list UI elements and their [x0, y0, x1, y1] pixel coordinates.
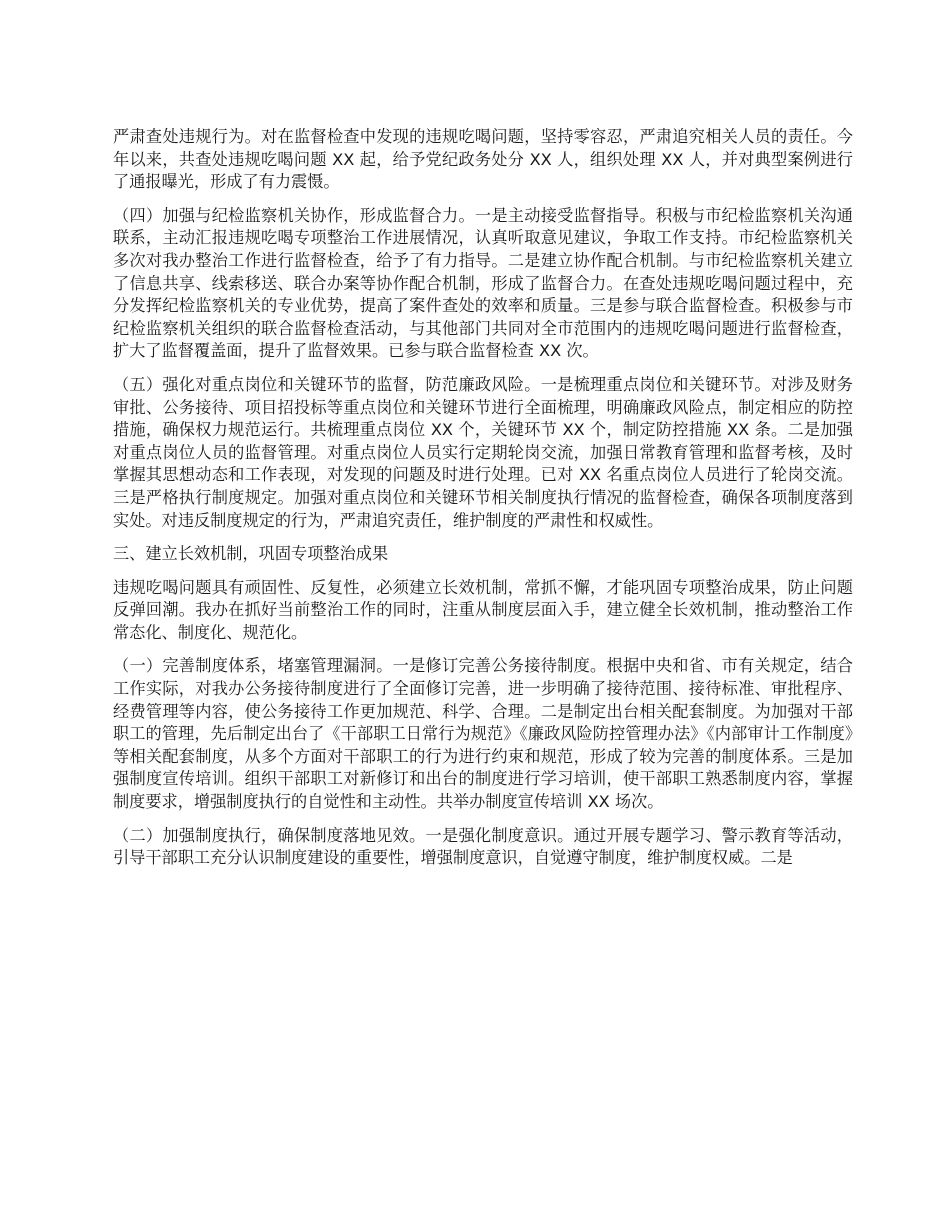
paragraph-section-5-key-posts: （五）强化对重点岗位和关键环节的监督，防范廉政风险。一是梳理重点岗位和关键环节。对涉及财务审批、公务接待、项目招投标等重点岗位和关键环节进行全面梳理，明确廉政风险点，制定相应的防控措施，确保权力规范运行。共梳理重点岗位 XX 个，关键环节 XX 个，制定防控措施 XX 条。二是加强对重点岗位人员的监督管理。对重点岗位人员实行定期轮岗交流，加强日常教育管理和监督考核，及时掌握其思想动态和工作表现，对发现的问题及时进行处理。已对 XX 名重点岗位人员进行了轮岗交流。三是严格执行制度规定。加强对重点岗位和关键环节相关制度执行情况的监督检查，确保各项制度落到实处。对违反制度规定的行为，严肃追究责任，维护制度的严肃性和权威性。	[113, 374, 853, 530]
paragraph-violation-handling: 严肃查处违规行为。对在监督检查中发现的违规吃喝问题，坚持零容忍，严肃追究相关人员的责任。今年以来，共查处违规吃喝问题 XX 起，给予党纪政务处分 XX 人，组织处理 XX 人，并对典型案例进行了通报曝光，形成了有力震慑。	[113, 127, 853, 192]
paragraph-section-4-cooperation: （四）加强与纪检监察机关协作，形成监督合力。一是主动接受监督指导。积极与市纪检监察机关沟通联系，主动汇报违规吃喝专项整治工作进展情况，认真听取意见建议，争取工作支持。市纪检监察机关多次对我办整治工作进行监督检查，给予了有力指导。二是建立协作配合机制。与市纪检监察机关建立了信息共享、线索移送、联合办案等协作配合机制，形成了监督合力。在查处违规吃喝问题过程中，充分发挥纪检监察机关的专业优势，提高了案件查处的效率和质量。三是参与联合监督检查。积极参与市纪检监察机关组织的联合监督检查活动，与其他部门共同对全市范围内的违规吃喝问题进行监督检查，扩大了监督覆盖面，提升了监督效果。已参与联合监督检查 XX 次。	[113, 205, 853, 361]
section-heading-long-term-mechanism: 三、建立长效机制，巩固专项整治成果	[113, 544, 389, 564]
document-body	[113, 126, 853, 881]
paragraph-subsection-2-execution: （二）加强制度执行，确保制度落地见效。一是强化制度意识。通过开展专题学习、警示教育等活动，引导干部职工充分认识制度建设的重要性，增强制度意识，自觉遵守制度，维护制度权威。二是	[113, 825, 853, 868]
paragraph-long-term-intro: 违规吃喝问题具有顽固性、反复性，必须建立长效机制，常抓不懈，才能巩固专项整治成果，防止问题反弹回潮。我办在抓好当前整治工作的同时，注重从制度层面入手，建立健全长效机制，推动整治工作常态化、制度化、规范化。	[113, 577, 853, 642]
paragraph-subsection-1-system: （一）完善制度体系，堵塞管理漏洞。一是修订完善公务接待制度。根据中央和省、市有关规定，结合工作实际，对我办公务接待制度进行了全面修订完善，进一步明确了接待范围、接待标准、审批程序、经费管理等内容，使公务接待工作更加规范、科学、合理。二是制定出台相关配套制度。为加强对干部职工的管理，先后制定出台了《干部职工日常行为规范》《廉政风险防控管理办法》《内部审计工作制度》等相关配套制度，从多个方面对干部职工的行为进行约束和规范，形成了较为完善的制度体系。三是加强制度宣传培训。组织干部职工对新修订和出台的制度进行学习培训，使干部职工熟悉制度内容，掌握制度要求，增强制度执行的自觉性和主动性。共举办制度宣传培训 XX 场次。	[113, 656, 853, 812]
